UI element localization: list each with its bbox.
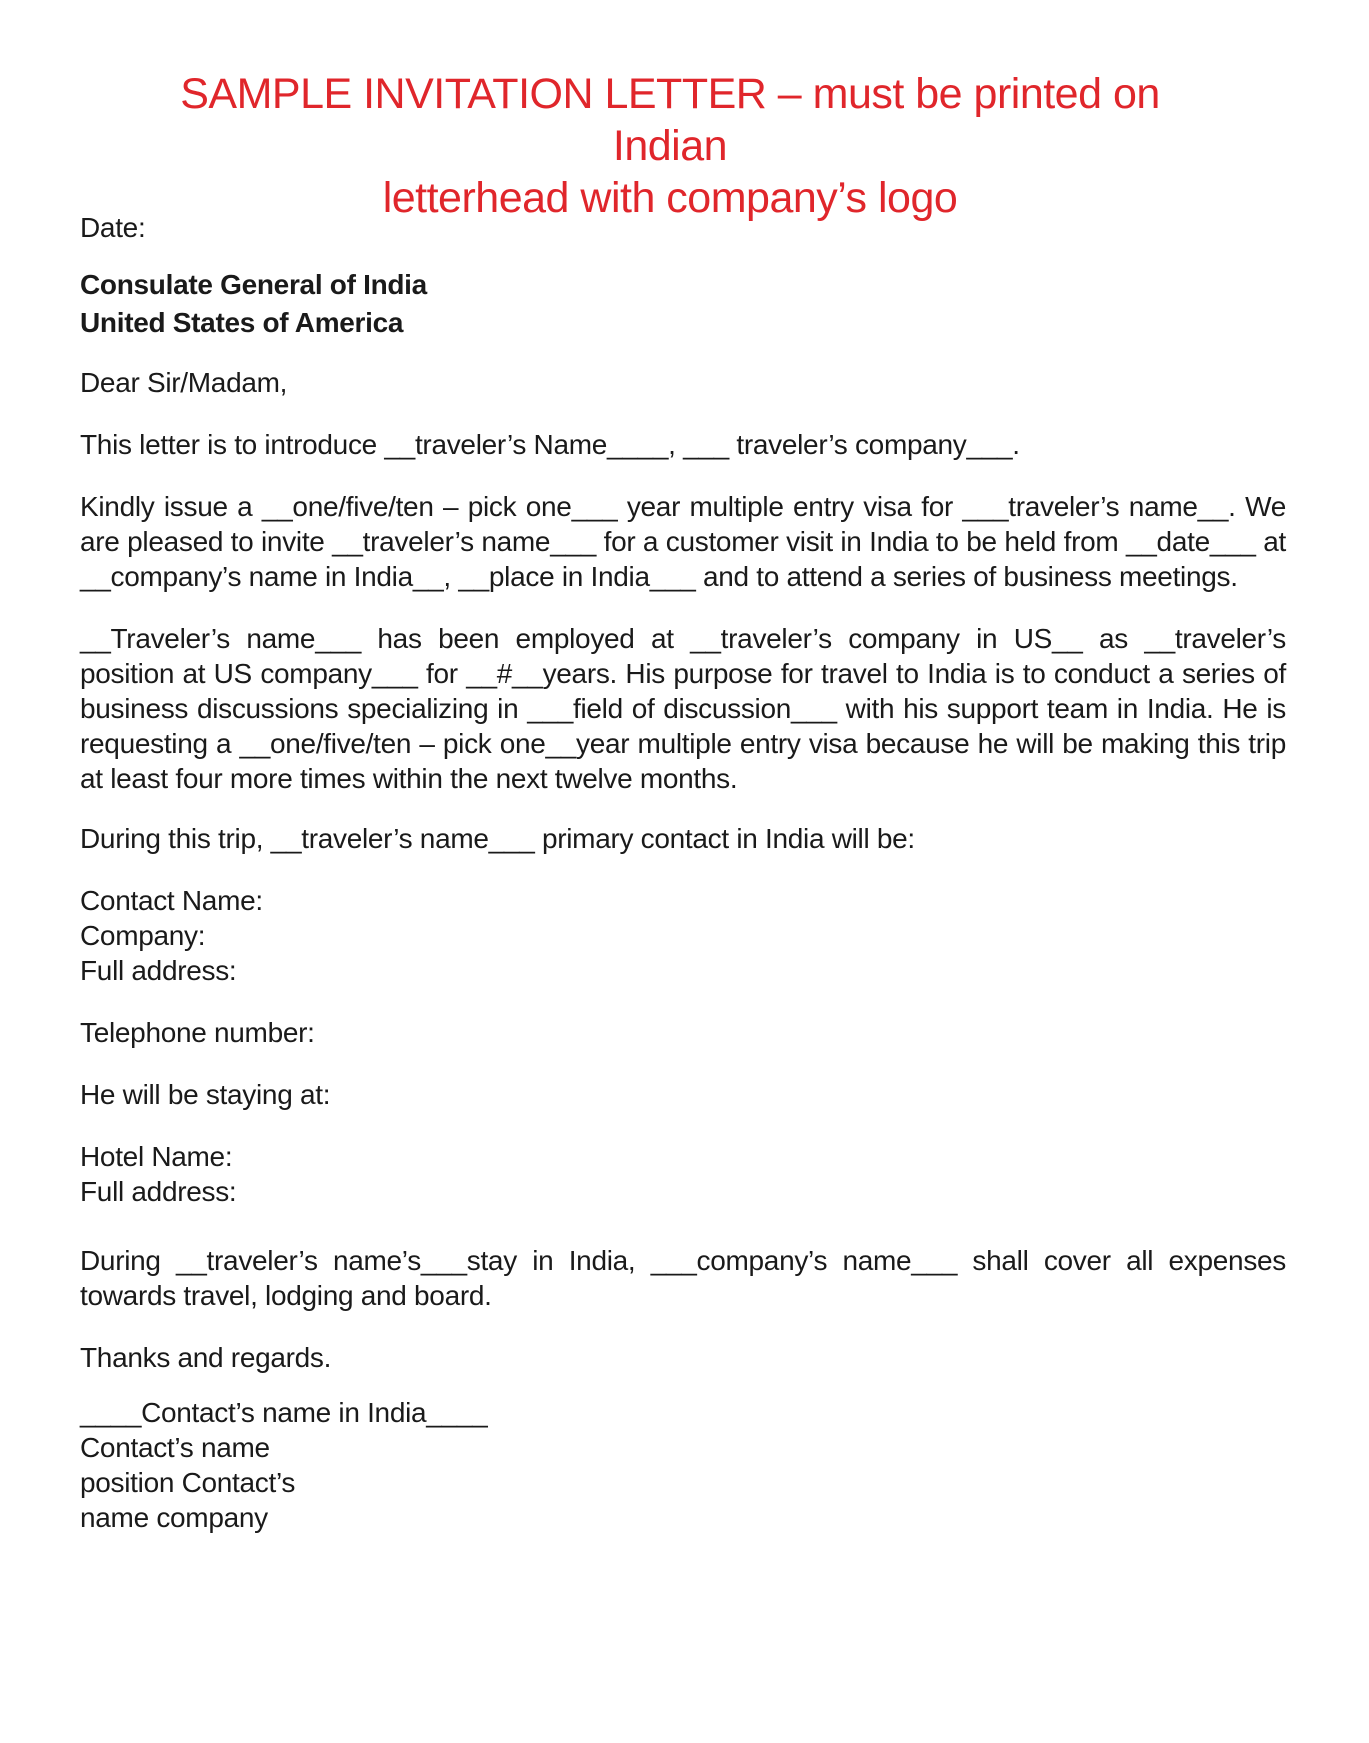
full-address-label: Full address:: [80, 955, 237, 986]
paragraph-visa-request: Kindly issue a __one/five/ten – pick one___ year multiple entry visa for ___traveler’s name__. We are pleased to invite __traveler’s name___ for a customer visit in India to be held from __date___ at __company’s name in India__, __place in India___ and to attend a series of business meetings.: [80, 491, 1286, 592]
contact-block: [80, 883, 1286, 988]
page-title: [120, 68, 1220, 224]
expenses-paragraph: During __traveler’s name’s___stay in India, ___company’s name___ shall cover all expenses towards travel, lodging and board.: [80, 1245, 1286, 1311]
signature-line-2: Contact’s name: [80, 1432, 270, 1463]
company-label: Company:: [80, 920, 206, 951]
signature-block: [80, 1395, 1286, 1535]
intro-paragraph: This letter is to introduce __traveler’s Name____, ___ traveler’s company___.: [80, 429, 1020, 460]
title-line-1: SAMPLE INVITATION LETTER – must be printed on Indian: [180, 70, 1160, 170]
hotel-name-label: Hotel Name:: [80, 1141, 233, 1172]
recipient-line-2: United States of America: [80, 307, 404, 338]
signature-line-3: position Contact’s: [80, 1467, 296, 1498]
signature-line-4: name company: [80, 1502, 268, 1533]
signature-line-1: ____Contact’s name in India____: [80, 1397, 488, 1428]
recipient-line-1: Consulate General of India: [80, 269, 427, 300]
date-label: Date:: [80, 212, 146, 243]
contact-intro: During this trip, __traveler’s name___ primary contact in India will be:: [80, 823, 915, 854]
hotel-block: [80, 1139, 1286, 1209]
title-line-2: letterhead with company’s logo: [382, 174, 958, 222]
contact-name-label: Contact Name:: [80, 885, 263, 916]
closing: Thanks and regards.: [80, 1342, 332, 1373]
telephone-label: Telephone number:: [80, 1017, 315, 1048]
paragraph-employment: __Traveler’s name___ has been employed at __traveler’s company in US__ as __traveler’s position at US company___ for __#__years. His purpose for travel to India is to conduct a series of business discussions specializing in ___field of discussion___ with his support team in India. He is requesting a __one/five/ten – pick one__year multiple entry visa because he will be making this trip at least four more times within the next twelve months.: [80, 623, 1286, 794]
hotel-address-label: Full address:: [80, 1176, 237, 1207]
letter-body: [80, 210, 1286, 1535]
staying-label: He will be staying at:: [80, 1079, 331, 1110]
salutation: Dear Sir/Madam,: [80, 367, 288, 398]
recipient-block: [80, 267, 1286, 340]
